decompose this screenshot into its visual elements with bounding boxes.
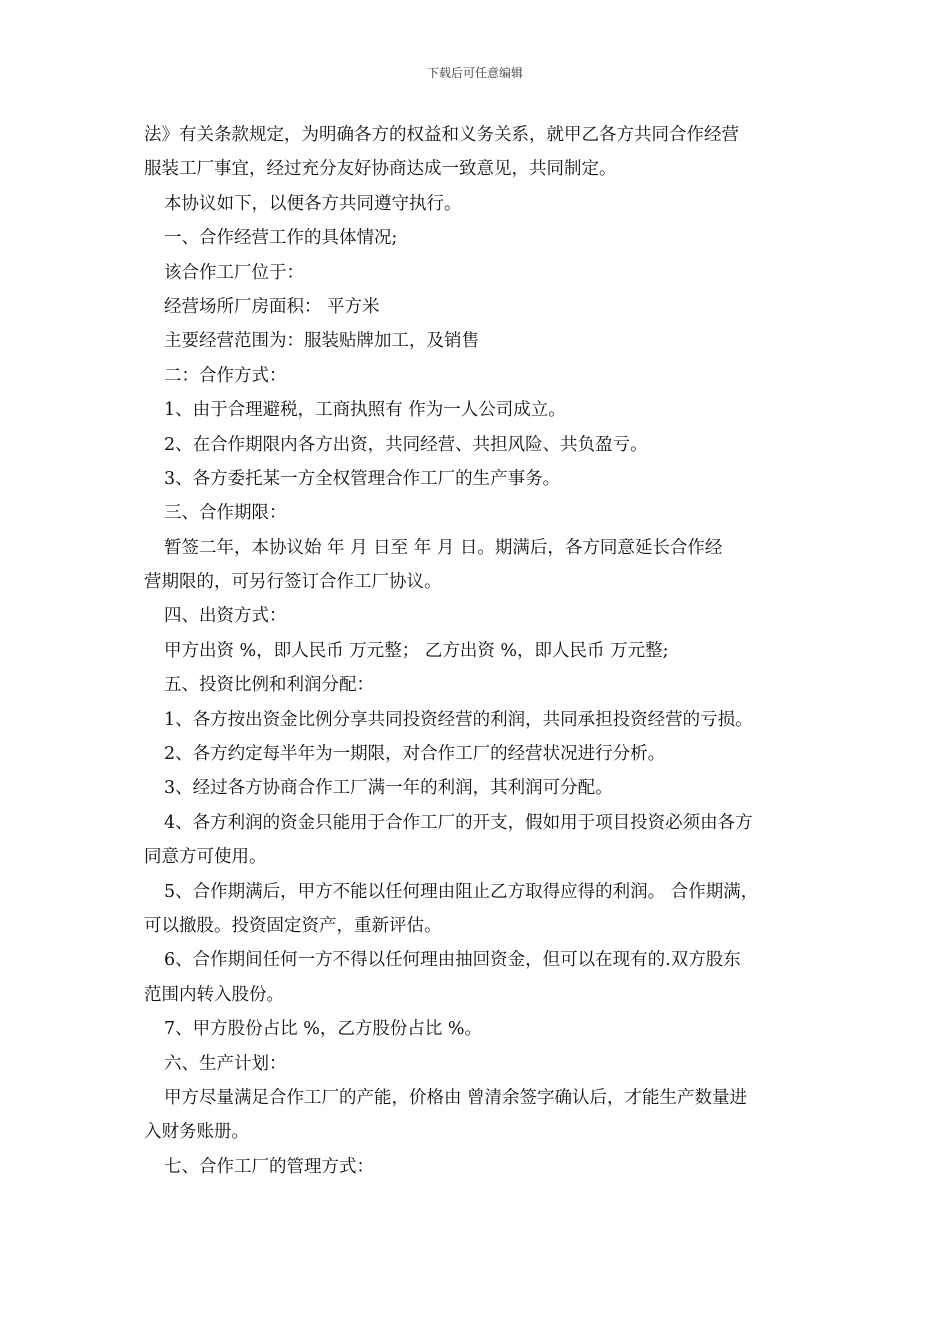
text-line: 3、各方委托某一方全权管理合作工厂的生产事务。	[164, 468, 561, 489]
document-body	[144, 118, 824, 1184]
text-line: 二：合作方式：	[164, 365, 287, 386]
text-line: 七、合作工厂的管理方式：	[164, 1156, 374, 1177]
text-line: 本协议如下，以便各方共同遵守执行。	[164, 193, 462, 214]
text-line: 同意方可使用。	[144, 847, 267, 868]
text-line: 甲方出资 %，即人民币 万元整； 乙方出资 %，即人民币 万元整;	[164, 640, 669, 661]
text-line: 五、投资比例和利润分配：	[164, 675, 374, 696]
text-line: 营期限的，可另行签订合作工厂协议。	[144, 572, 442, 593]
text-line: 三、合作期限：	[164, 503, 287, 524]
text-line: 1、由于合理避税，工商执照有 作为一人公司成立。	[164, 400, 566, 421]
text-line: 暂签二年，本协议始 年 月 日至 年 月 日。期满后，各方同意延长合作经	[164, 537, 723, 558]
text-line: 法》有关条款规定，为明确各方的权益和义务关系，就甲乙各方共同合作经营	[144, 125, 739, 145]
text-line: 1、各方按出资金比例分享共同投资经营的利润，共同承担投资经营的亏损。	[164, 709, 753, 730]
text-line: 4、各方利润的资金只能用于合作工厂的开支，假如用于项目投资必须由各方	[164, 812, 753, 833]
text-line: 服装工厂事宜，经过充分友好协商达成一致意见，共同制定。	[144, 159, 617, 180]
text-line: 甲方尽量满足合作工厂的产能，价格由 曾清余签字确认后，才能生产数量进	[164, 1087, 748, 1108]
text-line: 一、合作经营工作的具体情况;	[164, 228, 398, 249]
text-line: 范围内转入股份。	[144, 984, 284, 1005]
text-line: 经营场所厂房面积： 平方米	[164, 296, 380, 317]
page-header: 下载后可任意编辑	[426, 66, 523, 80]
text-line: 5、合作期满后，甲方不能以任何理由阻止乙方取得应得的利润。 合作期满，	[164, 881, 759, 902]
text-line: 入财务账册。	[144, 1122, 249, 1143]
text-line: 主要经营范围为：服装贴牌加工，及销售	[164, 331, 479, 352]
text-line: 7、甲方股份占比 %，乙方股份占比 %。	[164, 1019, 483, 1040]
text-line: 六、生产计划：	[164, 1053, 287, 1074]
text-line: 该合作工厂位于：	[164, 262, 304, 283]
text-line: 2、在合作期限内各方出资，共同经营、共担风险、共负盈亏。	[164, 434, 648, 455]
text-line: 四、出资方式：	[164, 606, 287, 627]
text-line: 3、经过各方协商合作工厂满一年的利润，其利润可分配。	[164, 778, 613, 799]
text-line: 2、各方约定每半年为一期限，对合作工厂的经营状况进行分析。	[164, 744, 666, 765]
text-line: 可以撤股。投资固定资产，重新评估。	[144, 915, 442, 936]
text-line: 6、合作期间任何一方不得以任何理由抽回资金，但可以在现有的.双方股东	[164, 950, 741, 971]
